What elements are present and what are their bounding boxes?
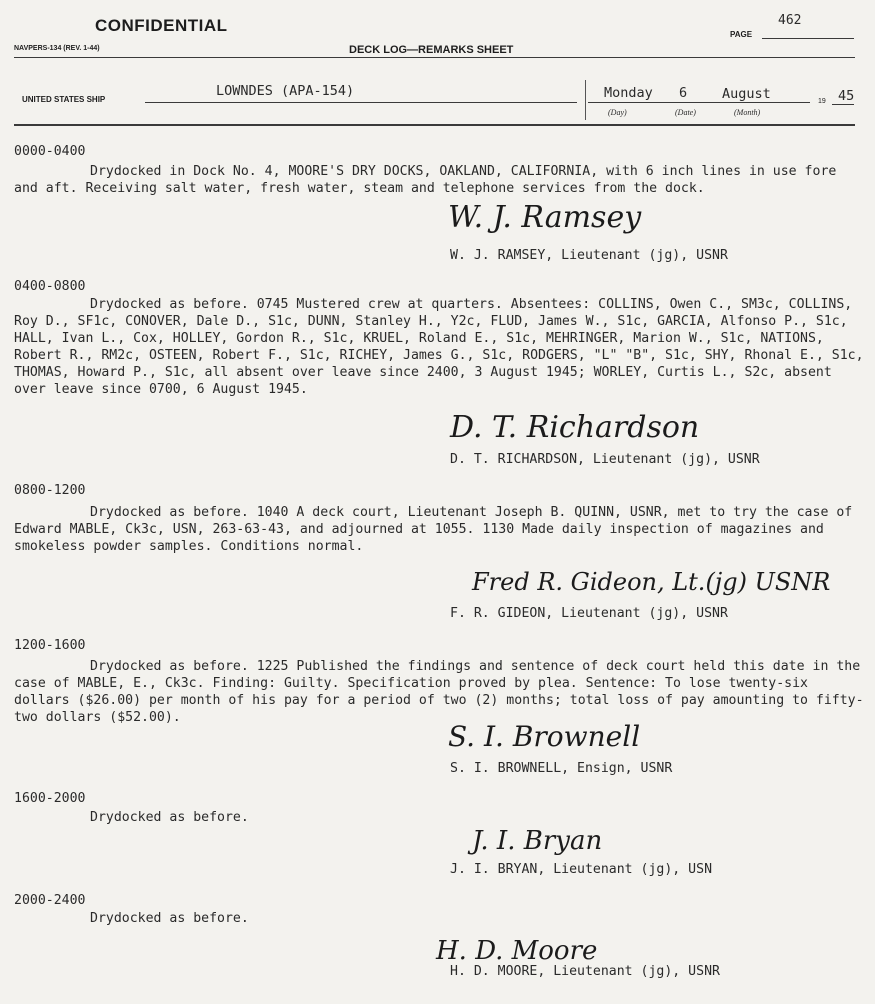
signature-image: W. J. Ramsey (448, 200, 642, 235)
log-entry-text: Drydocked as before. (90, 911, 249, 926)
date-underline (588, 102, 810, 103)
signer-line: H. D. MOORE, Lieutenant (jg), USNR (450, 964, 720, 979)
header-bottom-rule (14, 124, 855, 126)
signature-image: H. D. Moore (436, 936, 598, 966)
ship-label: UNITED STATES SHIP (22, 95, 106, 104)
watch-time: 0400-0800 (14, 279, 86, 294)
log-month: August (722, 86, 771, 102)
page-number-underline (762, 38, 854, 39)
log-day: Monday (604, 85, 653, 101)
page-number: 462 (778, 13, 802, 28)
log-entry-text: Drydocked as before. (90, 810, 249, 825)
top-rule (14, 57, 855, 58)
year-underline (832, 104, 854, 105)
date-box-divider (585, 80, 586, 120)
date-caption: (Date) (675, 108, 696, 117)
signer-line: D. T. RICHARDSON, Lieutenant (jg), USNR (450, 452, 760, 467)
signer-line: S. I. BROWNELL, Ensign, USNR (450, 761, 673, 776)
ship-name: LOWNDES (APA-154) (216, 83, 355, 99)
watch-time: 1200-1600 (14, 638, 86, 653)
log-date: 6 (679, 85, 688, 101)
watch-time: 2000-2400 (14, 893, 86, 908)
signature-image: S. I. Brownell (448, 720, 641, 753)
month-caption: (Month) (734, 108, 761, 117)
watch-time: 1600-2000 (14, 791, 86, 806)
signature-image: J. I. Bryan (472, 826, 603, 856)
year-prefix: 19 (818, 98, 826, 105)
log-entry-text: Drydocked as before. 0745 Mustered crew at quarters. Absentees: COLLINS, Owen C., SM3c, COLLINS, Roy D., SF1c, CONOVER, Dale D., S1c, DUNN, Stanley H., Y2c, FLUD, James W., S1c, GARCIA, Alfonso P., S1c, HALL, Ivan L., Cox, HOLLEY, Gordon R., S1c, KRUEL, Roland E., S1c, MEHRINGER, Marion W., S1c, NATIONS, Robert R., RM2c, OSTEEN, Robert F., S1c, RICHEY, James G., S1c, RODGERS, "L" "B", S1c, SHY, Rhonal E., S1c, THOMAS, Howard P., S1c, all absent over leave since 2400, 3 August 1945; WORLEY, Curtis L., S2c, absent over leave since 0700, 6 August 1945. (14, 297, 864, 397)
log-entry-text: Drydocked in Dock No. 4, MOORE'S DRY DOCKS, OAKLAND, CALIFORNIA, with 6 inch lines in use fore and aft. Receiving salt water, fresh water, steam and telephone services from the dock. (14, 164, 837, 196)
page-label: PAGE (730, 30, 753, 39)
confidential-stamp: CONFIDENTIAL (95, 16, 228, 35)
log-entry-text: Drydocked as before. 1225 Published the findings and sentence of deck court held this date in the case of MABLE, E., Ck3c. Finding: Guilty. Specification proved by plea. Sentence: To lose twenty-six dollars ($26.00) per month of his pay for a period of two (2) months; total loss of pay amounting to fifty-two dollars ($52.00). (14, 659, 864, 725)
log-entry-text: Drydocked as before. 1040 A deck court, Lieutenant Joseph B. QUINN, USNR, met to try the case of Edward MABLE, Ck3c, USN, 263-63-43, and adjourned at 1055. 1130 Made daily inspection of magazines and smokeless powder samples. Conditions normal. (14, 505, 853, 554)
signer-line: F. R. GIDEON, Lieutenant (jg), USNR (450, 606, 728, 621)
watch-time: 0800-1200 (14, 483, 86, 498)
day-caption: (Day) (608, 108, 627, 117)
watch-time: 0000-0400 (14, 144, 86, 159)
signer-line: W. J. RAMSEY, Lieutenant (jg), USNR (450, 248, 728, 263)
signature-image: D. T. Richardson (450, 410, 700, 445)
sheet-title: DECK LOG—REMARKS SHEET (349, 44, 514, 56)
form-number: NAVPERS-134 (REV. 1-44) (14, 45, 100, 52)
signature-image: Fred R. Gideon, Lt.(jg) USNR (472, 568, 831, 596)
signer-line: J. I. BRYAN, Lieutenant (jg), USN (450, 862, 713, 877)
ship-name-underline (145, 102, 577, 103)
log-year: 45 (838, 88, 855, 104)
